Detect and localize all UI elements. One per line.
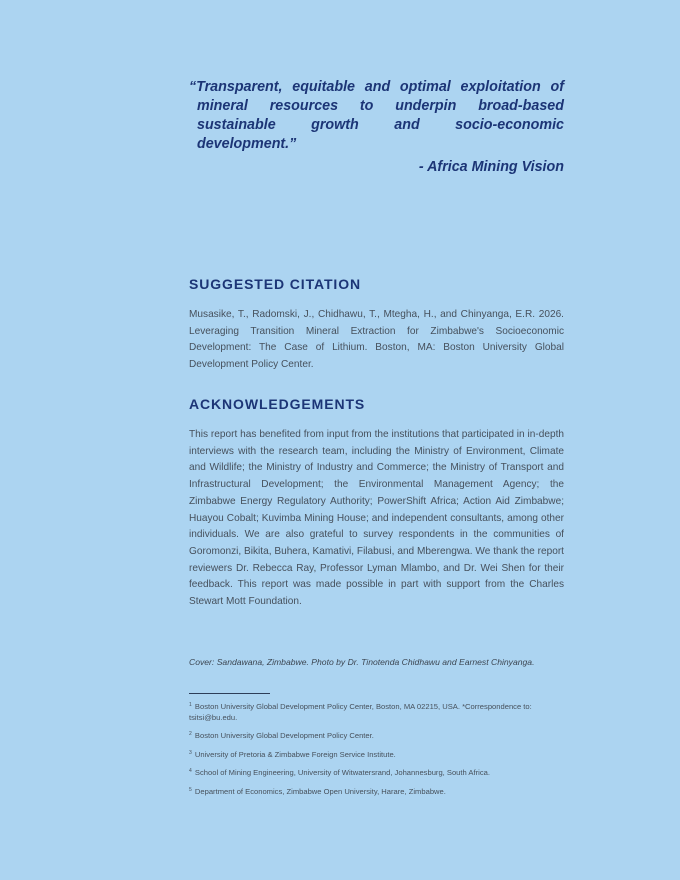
citation-text: Musasike, T., Radomski, J., Chidhawu, T., Mtegha, H., and Chinyanga, E.R. 2026. Leveraging Transition Mineral Extraction for Zimbabwe's Socioeconomic Development: The Case of Lithium. Boston, MA: Boston University Global Development Policy Center. <box>189 309 564 371</box>
acknowledgements-text: This report has benefited from input from the institutions that participated in in-depth interviews with the research team, including the Ministry of Environment, Climate and Wildlife; the Ministry of Industry and Commerce; the Ministry of Transport and Infrastructural Development; the Environmental Management Agency; the Zimbabwe Energy Regulatory Authority; PowerShift Africa; Action Aid Zimbabwe; Huayou Cobalt; Kuvimba Mining House; and independent consultants, among other individuals. We are also grateful to survey respondents in the communities of Goromonzi, Bikita, Buhera, Kamativi, Filabusi, and Mberengwa. We thank the report reviewers Dr. Rebecca Ray, Professor Lyman Mlambo, and Dr. Wei Shen for their feedback. This report was made possible in part with support from the Charles Stewart Mott Foundation. <box>189 429 564 608</box>
cover-credit: Cover: Sandawana, Zimbabwe. Photo by Dr. Tinotenda Chidhawu and Earnest Chinyanga. <box>189 657 535 667</box>
citation-heading: SUGGESTED CITATION <box>189 276 362 292</box>
footnote-item <box>189 700 572 723</box>
epigraph <box>189 78 564 175</box>
footnote-text: Department of Economics, Zimbabwe Open University, Harare, Zimbabwe. <box>194 786 446 796</box>
footnotes <box>189 700 572 803</box>
footnote-divider <box>189 693 270 694</box>
footnote-number: 2 <box>189 731 192 738</box>
footnote-number: 1 <box>189 702 192 708</box>
footnote-item <box>189 766 572 778</box>
footnote-number: 5 <box>189 786 192 793</box>
footnote-item <box>189 748 572 760</box>
footnote-item <box>189 785 572 797</box>
acknowledgements-heading: ACKNOWLEDGEMENTS <box>189 396 366 412</box>
footnote-text: School of Mining Engineering, University of Witwatersrand, Johannesburg, South Africa. <box>194 768 490 778</box>
footnote-number: 4 <box>189 768 192 775</box>
footnote-number: 3 <box>189 749 192 756</box>
footnote-text: Boston University Global Development Policy Center. <box>194 731 374 741</box>
footnote-text: Boston University Global Development Policy Center, Boston, MA 02215, USA. *Correspondence to: tsitsi@bu.edu. <box>189 702 532 722</box>
footnote-text: University of Pretoria & Zimbabwe Foreign Service Institute. <box>194 749 396 759</box>
footnote-item <box>189 729 572 741</box>
epigraph-quote: “Transparent, equitable and optimal exploitation of mineral resources to underpin broad-based sustainable growth and socio-economic development.” <box>189 79 564 152</box>
epigraph-source: - Africa Mining Vision <box>418 159 564 175</box>
